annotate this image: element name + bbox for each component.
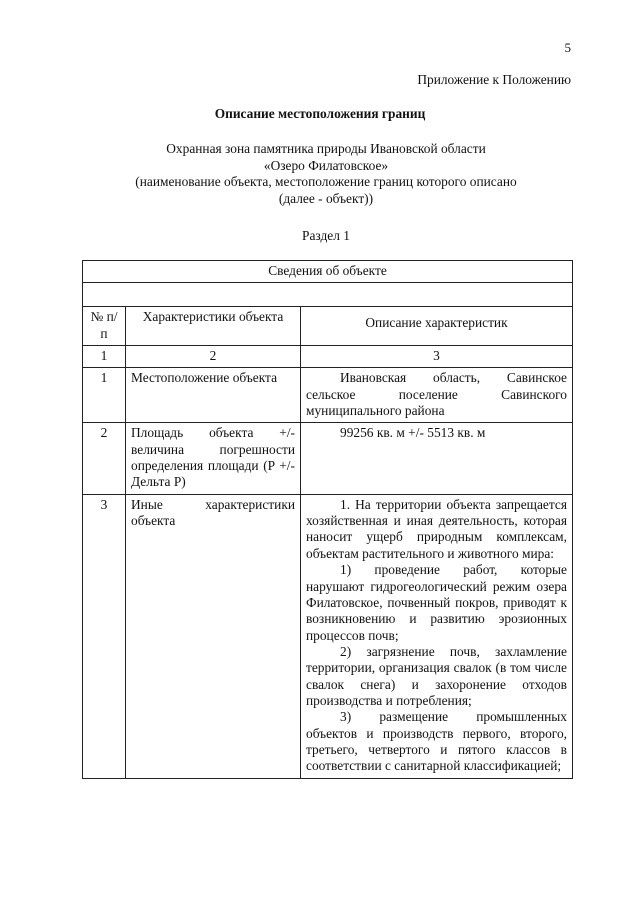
column-numbering-row bbox=[83, 346, 573, 368]
document-subtitle bbox=[0, 141, 640, 207]
description-paragraph: 1. На территории объекта запрещается хозяйственная и иная деятельность, которая наносит ущерб природным комплексам, объектам растительного и животного мира: bbox=[306, 496, 567, 561]
column-header-description: Описание характеристик bbox=[301, 307, 573, 346]
table-header-row bbox=[83, 261, 573, 283]
row-number: 1 bbox=[83, 368, 126, 423]
column-number-label: 1 bbox=[83, 346, 126, 368]
page-number: 5 bbox=[564, 40, 571, 55]
row-number: 2 bbox=[83, 423, 126, 494]
subtitle-line: «Озеро Филатовское» bbox=[263, 157, 389, 173]
row-description bbox=[301, 494, 573, 778]
description-paragraph: 2) загрязнение почв, захламление территории, организация свалок (в том числе свалок снега) и захоронение отходов производства и потребления; bbox=[306, 643, 567, 708]
table-header: Сведения об объекте bbox=[83, 261, 573, 283]
column-headers-row bbox=[83, 307, 573, 346]
section-heading: Раздел 1 bbox=[302, 228, 350, 243]
document-title: Описание местоположения границ bbox=[214, 106, 426, 121]
column-header-number: № п/п bbox=[83, 307, 126, 346]
description-paragraph: 3) размещение промышленных объектов и производств первого, второго, третьего, четвертого и пятого классов в соответствии с санитарной классификацией; bbox=[306, 709, 567, 774]
description-paragraph: Ивановская область, Савинское сельское поселение Савинского муниципального района bbox=[306, 370, 567, 419]
row-description bbox=[301, 423, 573, 494]
table-row bbox=[83, 494, 573, 778]
description-paragraph: 99256 кв. м +/- 5513 кв. м bbox=[340, 425, 486, 441]
appendix-caption: Приложение к Положению bbox=[417, 72, 571, 87]
subtitle-line: (далее - объект)) bbox=[278, 190, 374, 206]
subtitle-line: (наименование объекта, местоположение границ которого описано bbox=[135, 174, 517, 190]
row-characteristic: Местоположение объекта bbox=[126, 368, 301, 423]
subtitle-line: Охранная зона памятника природы Ивановской области bbox=[166, 141, 486, 156]
empty-cell bbox=[83, 283, 573, 307]
column-number-label: 2 bbox=[126, 346, 301, 368]
row-characteristic: Площадь объекта +/- величина погрешности определения площади (P +/- Дельта P) bbox=[126, 423, 301, 494]
row-number: 3 bbox=[83, 494, 126, 778]
description-paragraph: 1) проведение работ, которые нарушают гидрогеологический режим озера Филатовское, почвенный покров, приводят к возникновению и развитию эрозионных процессов почв; bbox=[306, 562, 567, 643]
column-number-label: 3 bbox=[301, 346, 573, 368]
row-description bbox=[301, 368, 573, 423]
column-header-characteristic: Характеристики объекта bbox=[126, 307, 301, 346]
table-row bbox=[83, 423, 573, 494]
table-row bbox=[83, 368, 573, 423]
object-info-table bbox=[82, 260, 573, 779]
row-characteristic: Иные характеристики объекта bbox=[126, 494, 301, 778]
table-body bbox=[83, 261, 573, 779]
table-empty-row bbox=[83, 283, 573, 307]
